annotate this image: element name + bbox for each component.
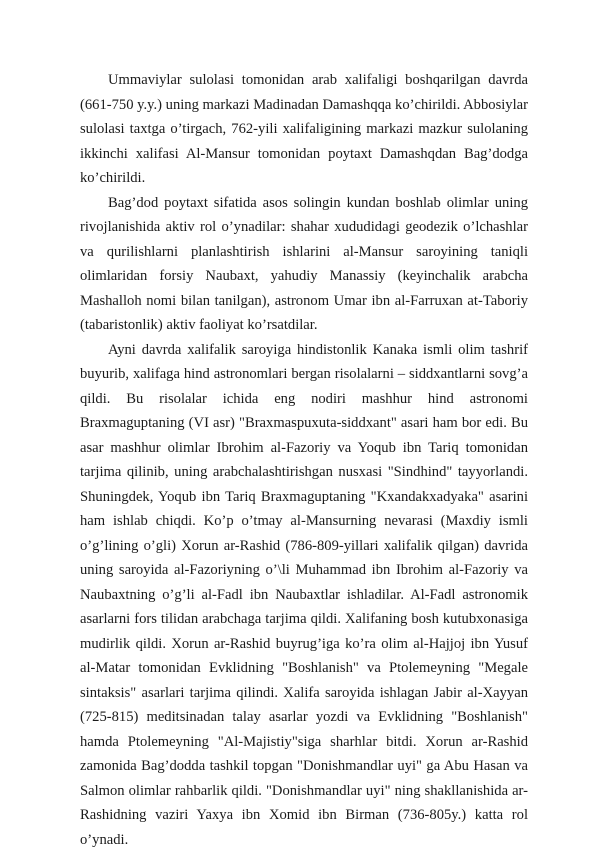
paragraph-indian-astronomy: Ayni davrda xalifalik saroyiga hindistonlik Kanaka ismli olim tashrif buyurib, xalifaga hind astronomlari bergan risolalarni – siddxantlarni sovg’a qildi. Bu risolalar ichida eng nodiri mashhur hind astronomi Braxmaguptaning (VI asr) "Braxmaspuxuta-siddxant" asari ham bor edi. Bu asar mashhur olimlar Ibrohim al-Fazoriy va Yoqub ibn Tariq tomonidan tarjima qilinib, uning arabchalashtirishgan nusxasi "Sindhind" tayyorlandi. Shuningdek, Yoqub ibn Tariq Braxmaguptaning "Kxandakxadyaka" asarini ham ishlab chiqdi. Ko’p o’tmay al-Mansurning nevarasi (Maxdiy ismli o’g’lining o’gli) Xorun ar-Rashid (786-809-yillari xalifalik qilgan) davrida uning saroyida al-Fazoriyning o’\li Muhammad ibn Ibrohim al-Fazoriy va Naubaxtning o’g’li al-Fadl ibn Naubaxtlar ishladilar. Al-Fadl astronomik asarlarni fors tilidan arabchaga tarjima qildi. Xalifaning bosh kutubxonasiga mudirlik qildi. Xorun ar-Rashid buyrug’iga ko’ra olim al-Hajjoj ibn Yusuf al-Matar tomonidan Evklidning "Boshlanish" va Ptolemeyning "Megale sintaksis" asarlari tarjima qilindi. Xalifa saroyida ishlagan Jabir al-Xayyan (725-815) meditsinadan talay asarlar yozdi va Evklidning "Boshlanish" hamda Ptolemeyning "Al-Majistiy"siga sharhlar bitdi. Xorun ar-Rashid zamonida Bag’dodda tashkil topgan "Donishmandlar uyi" ga Abu Hasan va Salmon olimlar rahbarlik qildi. "Donishmandlar uyi" ning shakllanishida ar-Rashidning vaziri Yaxya ibn Xomid ibn Birman (736-805y.) katta rol o’ynadi. xyxy=(80,338,528,852)
paragraph-umayyad-abbasid: Ummaviylar sulolasi tomonidan arab xalifaligi boshqarilgan davrda (661-750 y.y.) uning markazi Madinadan Damashqqa ko’chirildi. Abbosiylar sulolasi taxtga o’tirgach, 762-yili xalifaligining markazi mazkur sulolaning ikkinchi xalifasi Al-Mansur tomonidan poytaxt Damashqdan Bag’dodga ko’chirildi. xyxy=(80,68,528,191)
paragraph-baghdad-capital: Bag’dod poytaxt sifatida asos solingin kundan boshlab olimlar uning rivojlanishida aktiv rol o’ynadilar: shahar xududidagi geodezik o’lchashlar va qurilishlarni planlashtirish ishlarini al-Mansur saroyining taniqli olimlaridan forsiy Naubaxt, yahudiy Manassiy (keyinchalik arabcha Mashalloh nomi bilan tanilgan), astronom Umar ibn al-Farruxan at-Taboriy (tabaristonlik) aktiv faoliyat ko’rsatdilar. xyxy=(80,191,528,338)
document-page xyxy=(80,68,528,852)
